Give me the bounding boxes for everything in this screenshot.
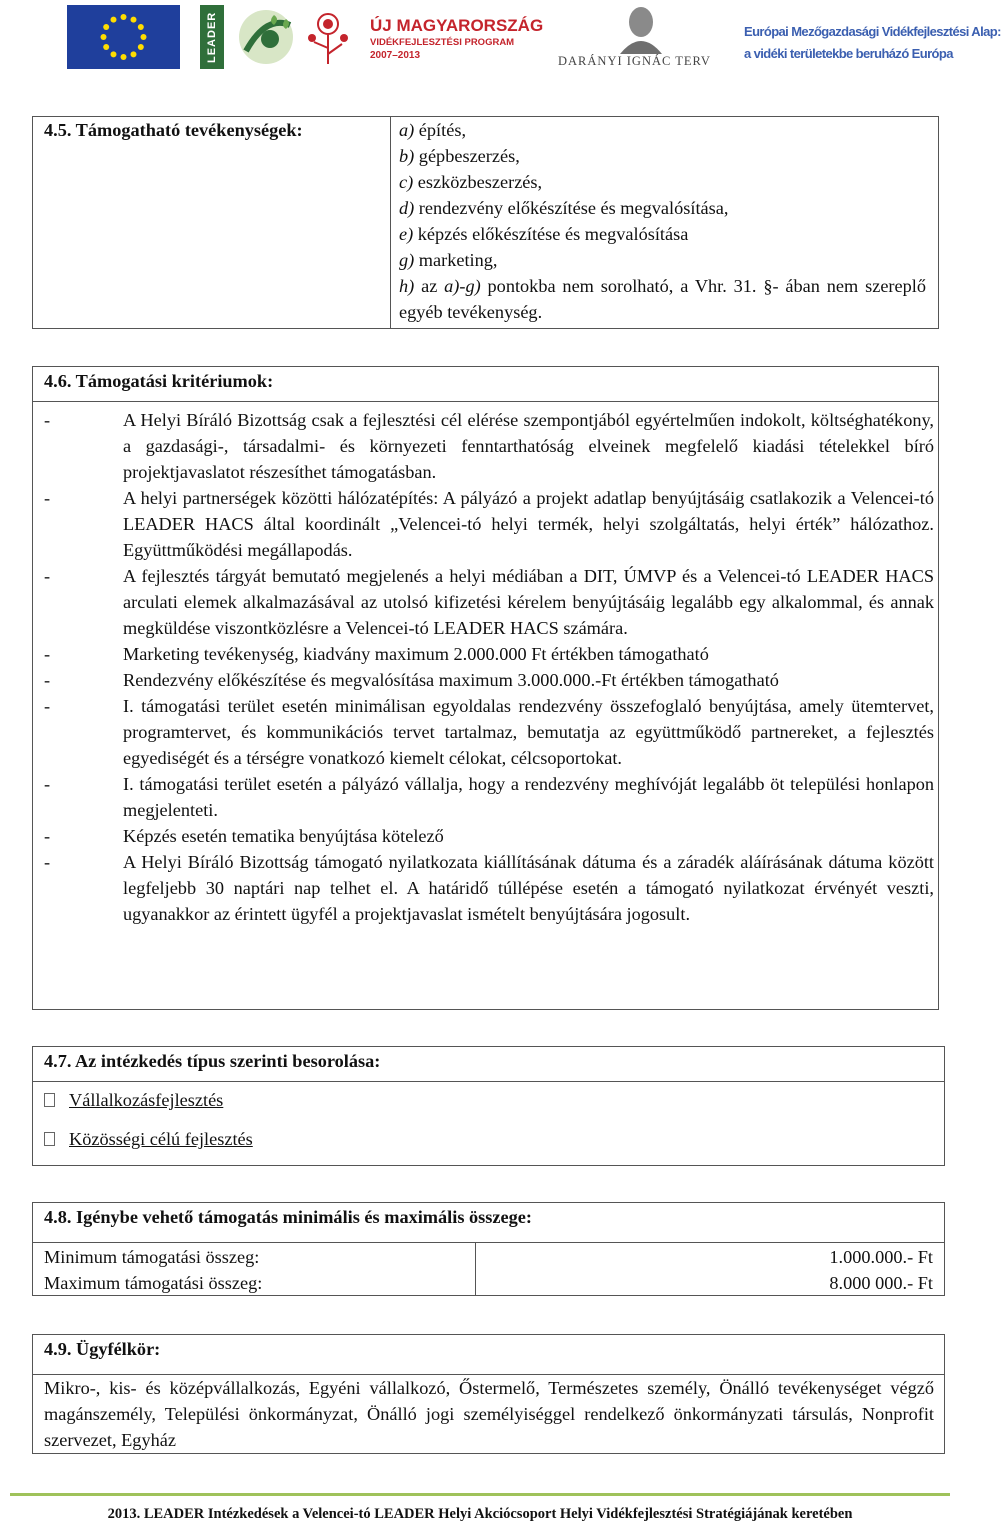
criterion-item: - Marketing tevékenység, kiadvány maximum 2.000.000 Ft értékben támogatható xyxy=(44,644,709,664)
supported-activities-list xyxy=(399,117,926,325)
section-4-6-divider xyxy=(32,401,939,402)
checkbox-kozossegi-celu-fejlesztes[interactable] xyxy=(44,1126,253,1152)
footer-text: 2013. LEADER Intézkedések a Velencei-tó LEADER Helyi Akciócsoport Helyi Vidékfejlesztési Stratégiájának keretében xyxy=(107,1506,853,1522)
eu-star-icon xyxy=(141,34,147,40)
section-4-8-col-divider xyxy=(475,1242,476,1296)
eafrd-logo xyxy=(742,24,1001,72)
activity-item: c) eszközbeszerzés, xyxy=(399,172,543,192)
umvp-flower-logo-icon xyxy=(298,4,364,70)
section-4-5-heading: 4.5. Támogatható tevékenységek: xyxy=(44,120,303,140)
max-amount-value: 8.000 000.- Ft xyxy=(829,1273,933,1293)
eu-star-icon xyxy=(121,54,127,60)
daranyi-logo xyxy=(556,4,726,72)
eu-star-icon xyxy=(103,24,109,30)
umvp-logo xyxy=(298,4,544,70)
eafrd-line1: Európai Mezőgazdasági Vidékfejlesztési Alap: xyxy=(744,24,1001,39)
eu-star-icon xyxy=(138,24,144,30)
criterion-item: - A fejlesztés tárgyát bemutató megjelenés a helyi médiában a DIT, ÚMVP és a Velencei-tó LEADER HACS arculati elemek alkalmazásával az utolsó kifizetési kérelem benyújtásáig legalább egy alkalommal, és annak megküldése viszontközlésre a Velencei-tó LEADER HACS számára. xyxy=(44,566,934,638)
section-4-8-divider xyxy=(32,1242,945,1243)
daranyi-text: DARÁNYI IGNÁC TERV xyxy=(558,54,711,68)
eu-flag-icon xyxy=(67,5,180,69)
client-scope-text: Mikro-, kis- és középvállalkozás, Egyéni vállalkozó, Őstermelő, Természetes személy, Önálló tevékenységet végző magánszemély, Települési önkormányzat, Önálló jogi személyiséggel rendelkező önkormányzati társulás, Nonprofit szervezet, Egyház xyxy=(44,1378,934,1450)
min-amount-label: Minimum támogatási összeg: xyxy=(44,1247,260,1267)
checkbox-icon[interactable] xyxy=(44,1132,55,1146)
eu-star-icon xyxy=(111,51,117,57)
eu-star-icon xyxy=(138,44,144,50)
section-4-5-divider xyxy=(390,116,391,329)
activity-item: e) képzés előkészítése és megvalósítása xyxy=(399,224,689,244)
activity-item: g) marketing, xyxy=(399,250,498,270)
daranyi-portrait-icon xyxy=(614,4,668,54)
criterion-item: - I. támogatási terület esetén a pályázó vállalja, hogy a rendezvény meghívóját legalább öt települési honlapon megjelenteti. xyxy=(44,774,934,820)
footer-divider xyxy=(10,1493,950,1496)
eu-star-icon xyxy=(121,14,127,20)
section-4-8-heading: 4.8. Igénybe vehető támogatás minimális és maximális összege: xyxy=(44,1207,532,1227)
activity-item: b) gépbeszerzés, xyxy=(399,146,520,166)
eu-star-icon xyxy=(131,51,137,57)
section-4-7-divider xyxy=(32,1081,945,1082)
criterion-item: - Rendezvény előkészítése és megvalósítása maximum 3.000.000.-Ft értékben támogatható xyxy=(44,670,779,690)
section-4-6-heading: 4.6. Támogatási kritériumok: xyxy=(44,371,274,391)
activity-item-h: h) az a)-g) pontokba nem sorolható, a Vhr. 31. §- ában nem szereplő egyéb tevékenység. xyxy=(399,276,926,322)
checkbox-label: Vállalkozásfejlesztés xyxy=(69,1090,224,1110)
section-4-9-heading: 4.9. Ügyfélkör: xyxy=(44,1339,161,1359)
eu-star-icon xyxy=(103,44,109,50)
umvp-title: ÚJ MAGYARORSZÁG xyxy=(370,16,544,35)
section-4-7-heading: 4.7. Az intézkedés típus szerinti besorolása: xyxy=(44,1051,381,1071)
checkbox-vallalkozasfejlesztes[interactable] xyxy=(44,1087,223,1113)
eu-star-icon xyxy=(101,34,107,40)
min-amount-value: 1.000.000.- Ft xyxy=(829,1247,933,1267)
activity-item: d) rendezvény előkészítése és megvalósítása, xyxy=(399,198,729,218)
eafrd-line2: a vidéki területekbe beruházó Európa xyxy=(744,46,953,61)
max-amount-label: Maximum támogatási összeg: xyxy=(44,1273,263,1293)
checkbox-icon[interactable] xyxy=(44,1093,55,1107)
eu-star-icon xyxy=(111,17,117,23)
leader-wordmark: LEADER xyxy=(200,5,224,69)
checkbox-label: Közösségi célú fejlesztés xyxy=(69,1129,253,1149)
criteria-list xyxy=(44,407,934,927)
criterion-item: - A helyi partnerségek közötti hálózatépítés: A pályázó a projekt adatlap benyújtásáig csatlakozik a Velencei-tó LEADER HACS által koordinált „Velencei-tó helyi termék, helyi szolgáltatás, helyi érték” hálózathoz. Együttműködési megállapodás. xyxy=(44,488,934,560)
criterion-item: - A Helyi Bíráló Bizottság csak a fejlesztési cél elérése szempontjából egyértelműen indokolt, költséghatékony, a gazdasági-, társadalmi- és környezeti fenntarthatóság elveinek megfelelő kiadási tételekkel bíró projektjavaslatot részesíthet támogatásban. xyxy=(44,410,934,482)
criterion-item: - A Helyi Bíráló Bizottság támogató nyilatkozata kiállításának dátuma és a záradék aláírásának dátuma között legfeljebb 30 naptári nap telhet el. A határidő túllépése esetén a támogató nyilatkozat érvényét veszti, ugyanakkor az érintett ügyfél a projektjavaslat ismételt benyújtására jogosult. xyxy=(44,852,934,924)
umvp-subtitle: VIDÉKFEJLESZTÉSI PROGRAM xyxy=(370,37,515,48)
eu-star-icon xyxy=(131,17,137,23)
criterion-item: - I. támogatási terület esetén minimálisan egyoldalas rendezvény összefoglaló benyújtása, amely ütemtervet, programtervet, és kommunikációs tervet tartalmaz, bemutatja az együttműködő partnereket, a fejlesztés egyediségét és a térségre vonatkozó kiemelt célokat, célcsoportokat. xyxy=(44,696,934,768)
activity-item: a) építés, xyxy=(399,120,467,140)
umvp-years: 2007–2013 xyxy=(370,50,421,61)
criterion-item: - Képzés esetén tematika benyújtása kötelező xyxy=(44,826,444,846)
